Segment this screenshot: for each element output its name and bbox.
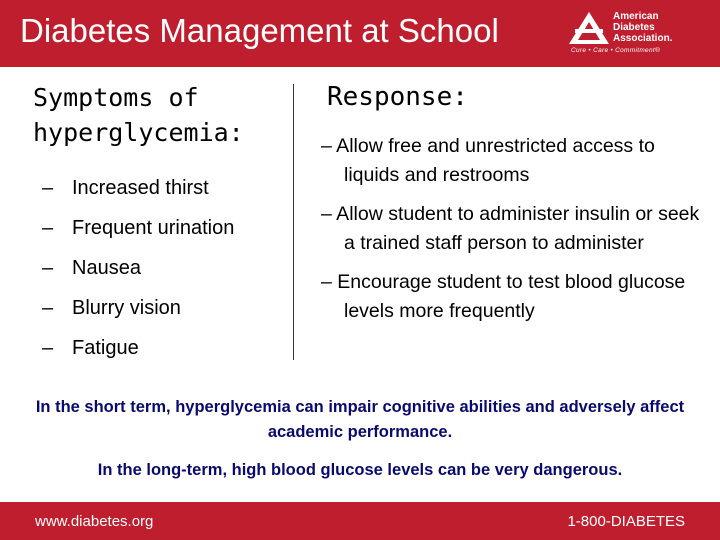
symptom-text: Fatigue — [72, 337, 139, 359]
response-heading: Response: — [327, 82, 468, 112]
short-term-note: In the short term, hyperglycemia can impair cognitive abilities and adversely affect academic performance. — [35, 398, 685, 441]
symptom-item — [42, 208, 234, 248]
symptom-item — [42, 288, 234, 328]
symptom-text: Blurry vision — [72, 297, 181, 319]
ada-logo[interactable] — [567, 10, 692, 56]
logo-text-line1: American — [613, 11, 659, 22]
bullet-dash: – — [42, 257, 54, 279]
symptoms-heading-line2: hyperglycemia: — [33, 118, 244, 147]
symptom-item — [42, 168, 234, 208]
phone-number[interactable]: 1-800-DIABETES — [567, 513, 685, 530]
symptom-item — [42, 248, 234, 288]
bullet-dash: – — [42, 297, 54, 319]
website-link[interactable]: www.diabetes.org — [35, 513, 154, 530]
footer-bar — [0, 502, 720, 540]
symptom-item — [42, 328, 234, 368]
column-divider — [293, 84, 294, 360]
header-bar — [0, 0, 720, 67]
logo-text-line2: Diabetes — [613, 22, 655, 33]
bullet-dash: – — [42, 177, 54, 199]
symptoms-heading-line1: Symptoms of — [33, 83, 199, 112]
response-item: – Encourage student to test blood glucose levels more frequently — [321, 271, 686, 322]
symptom-text: Increased thirst — [72, 177, 209, 199]
symptom-text: Frequent urination — [72, 217, 235, 239]
response-item: – Allow free and unrestricted access to liquids and restrooms — [321, 135, 655, 186]
bullet-dash: – — [42, 337, 54, 359]
response-item: – Allow student to administer insulin or seek a trained staff person to administer — [321, 203, 700, 254]
symptoms-heading — [33, 80, 244, 150]
ada-triangle-icon — [567, 10, 611, 46]
logo-tagline: Cure • Care • Commitment® — [571, 47, 661, 54]
symptom-text: Nausea — [72, 257, 141, 279]
bullet-dash: – — [42, 217, 54, 239]
response-list — [321, 132, 701, 336]
symptoms-list — [42, 168, 234, 368]
long-term-note: In the long-term, high blood glucose levels can be very dangerous. — [97, 461, 623, 479]
page-title: Diabetes Management at School — [20, 12, 499, 49]
logo-text-line3: Association. — [613, 33, 673, 44]
